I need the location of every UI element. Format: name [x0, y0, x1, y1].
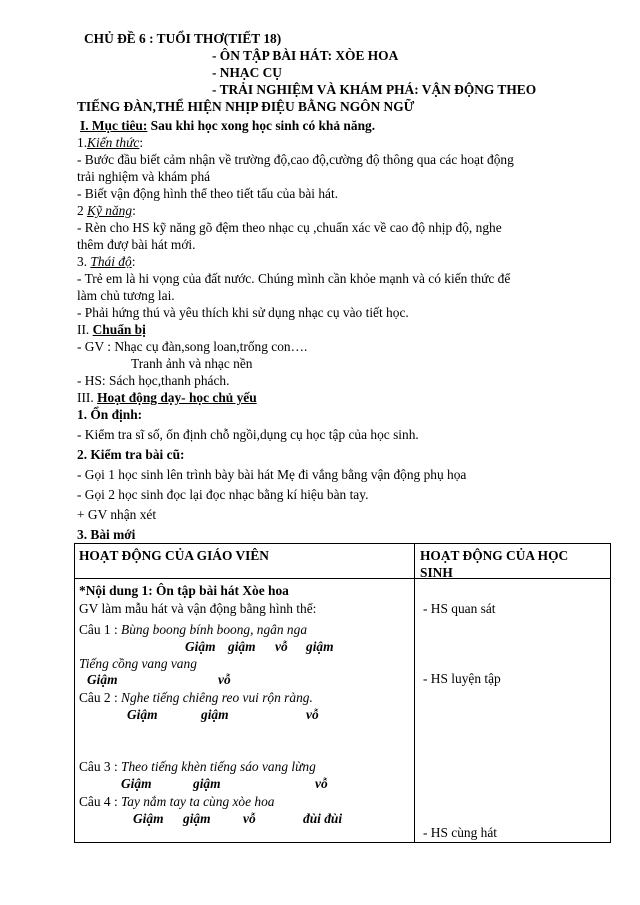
verse-1b-move-1: Giậm: [87, 672, 118, 687]
objectives-heading-label: I. Mục tiêu:: [80, 118, 148, 133]
table-header-divider: [75, 578, 610, 579]
knowledge-item-2: - Biết vận động hình thể theo tiết tấu của bài hát.: [77, 186, 339, 201]
attitude-num: 3.: [77, 254, 91, 269]
verse-1: [79, 621, 307, 638]
verse-4-label: Câu 4 :: [79, 794, 122, 809]
skills-num: 2: [77, 203, 88, 218]
new-lesson-heading: 3. Bài mới: [77, 527, 136, 542]
content-intro: GV làm mẫu hát và vận động bằng hình thể:: [79, 601, 317, 616]
verse-3-move-3: vỗ: [315, 776, 328, 791]
verse-2-move-2: giậm: [201, 707, 229, 722]
prep-num: II.: [77, 322, 93, 337]
attitude-item-1: - Trẻ em là hi vọng của đất nước. Chúng mình cần khỏe mạnh và có kiến thức để: [77, 271, 511, 286]
review-item-1: - Gọi 1 học sinh lên trình bày bài hát Mẹ đi vắng bằng vận động phụ họa: [77, 467, 467, 482]
knowledge-title: Kiến thức: [87, 135, 140, 150]
lesson-subtitle-2: - NHẠC CỤ: [212, 65, 282, 80]
skills-item-1: - Rèn cho HS kỹ năng gõ đệm theo nhạc cụ ,chuẩn xác về cao độ nhịp độ, nghe: [77, 220, 502, 235]
header-student-line2: SINH: [420, 565, 453, 580]
verse-4: [79, 793, 275, 810]
verse-1-move-1: Giậm: [185, 639, 216, 654]
verse-4-move-3: vỗ: [243, 811, 256, 826]
knowledge-heading: [77, 134, 143, 151]
content-title: *Nội dung 1: Ôn tập bài hát Xòe hoa: [79, 583, 289, 598]
prep-heading: [77, 321, 146, 338]
skills-heading: [77, 202, 136, 219]
knowledge-item-1: - Bước đầu biết cảm nhận về trường độ,cao độ,cường độ thông qua các hoạt động: [77, 152, 514, 167]
header-teacher: HOẠT ĐỘNG CỦA GIÁO VIÊN: [79, 548, 269, 563]
header-student-line1: HOẠT ĐỘNG CỦA HỌC: [420, 548, 569, 563]
attitude-item-1-cont: làm chủ tương lai.: [77, 288, 175, 303]
activity-table: [74, 543, 611, 843]
skills-colon: :: [132, 203, 136, 218]
lesson-subtitle-1: - ÔN TẬP BÀI HÁT: XÒE HOA: [212, 48, 399, 63]
lesson-subtitle-3: - TRẢI NGHIỆM VÀ KHÁM PHÁ: VẬN ĐỘNG THEO: [212, 82, 537, 97]
verse-1-move-4: giậm: [306, 639, 334, 654]
attitude-heading: [77, 253, 135, 270]
verse-3-move-2: giậm: [193, 776, 221, 791]
verse-4-move-1: Giậm: [133, 811, 164, 826]
activities-title: Hoạt động dạy- học chủ yếu: [97, 390, 257, 405]
verse-3-move-1: Giậm: [121, 776, 152, 791]
knowledge-item-1-cont: trải nghiệm và khám phá: [77, 169, 211, 184]
prep-title: Chuẩn bị: [92, 322, 146, 337]
verse-2-label: Câu 2 :: [79, 690, 122, 705]
verse-3: [79, 758, 316, 775]
verse-1-text: Bùng boong bính boong, ngân nga: [121, 622, 308, 637]
activities-heading: [77, 389, 257, 406]
review-item-2: - Gọi 2 học sinh đọc lại đọc nhạc bằng kí hiệu bàn tay.: [77, 487, 369, 502]
activities-num: III.: [77, 390, 98, 405]
verse-1b-move-2: vỗ: [218, 672, 231, 687]
lesson-subtitle-4: TIẾNG ĐÀN,THỂ HIỆN NHỊP ĐIỆU BẰNG NGÔN NGỮ: [77, 99, 415, 114]
attitude-item-2: - Phải hứng thú và yêu thích khi sử dụng nhạc cụ vào tiết học.: [77, 305, 409, 320]
attitude-title: Thái độ: [90, 254, 132, 269]
verse-3-text: Theo tiếng khèn tiếng sáo vang lừng: [121, 759, 316, 774]
lesson-title: CHỦ ĐỀ 6 : TUỔI THƠ(TIẾT 18): [84, 31, 282, 46]
knowledge-num: 1.: [77, 135, 88, 150]
student-practice: - HS luyện tập: [423, 671, 501, 686]
verse-1-label: Câu 1 :: [79, 622, 122, 637]
prep-teacher-cont: Tranh ảnh và nhạc nền: [131, 356, 253, 371]
verse-2-move-3: vỗ: [306, 707, 319, 722]
table-column-divider: [414, 544, 415, 842]
verse-2-text: Nghe tiếng chiêng reo vui rộn ràng.: [121, 690, 313, 705]
verse-4-move-4: đùi đùi: [303, 811, 343, 826]
verse-1-move-3: vỗ: [275, 639, 288, 654]
objectives-heading-text: Sau khi học xong học sinh có khả năng.: [147, 118, 376, 133]
verse-2-move-1: Giậm: [127, 707, 158, 722]
skills-title: Kỹ năng: [87, 203, 133, 218]
verse-2: [79, 689, 313, 706]
verse-4-move-2: giậm: [183, 811, 211, 826]
student-observe: - HS quan sát: [423, 601, 496, 616]
attitude-colon: :: [131, 254, 136, 269]
stabilize-text: - Kiểm tra sĩ số, ổn định chỗ ngồi,dụng cụ học tập của học sinh.: [77, 427, 419, 442]
review-heading: 2. Kiểm tra bài cũ:: [77, 447, 185, 462]
verse-1-move-2: giậm: [228, 639, 256, 654]
objectives-heading: [80, 117, 375, 134]
prep-teacher: - GV : Nhạc cụ đàn,song loan,trống con….: [77, 339, 308, 354]
stabilize-heading: 1. Ổn định:: [77, 407, 143, 422]
verse-1b-text: Tiếng cồng vang vang: [79, 656, 197, 671]
knowledge-colon: :: [139, 135, 144, 150]
student-sing: - HS cùng hát: [423, 825, 498, 840]
prep-student: - HS: Sách học,thanh phách.: [77, 373, 230, 388]
verse-4-text: Tay nắm tay ta cùng xòe hoa: [121, 794, 275, 809]
review-item-3: + GV nhận xét: [77, 507, 157, 522]
skills-item-1-cont: thêm đượ bài hát mới.: [77, 237, 196, 252]
verse-3-label: Câu 3 :: [79, 759, 122, 774]
